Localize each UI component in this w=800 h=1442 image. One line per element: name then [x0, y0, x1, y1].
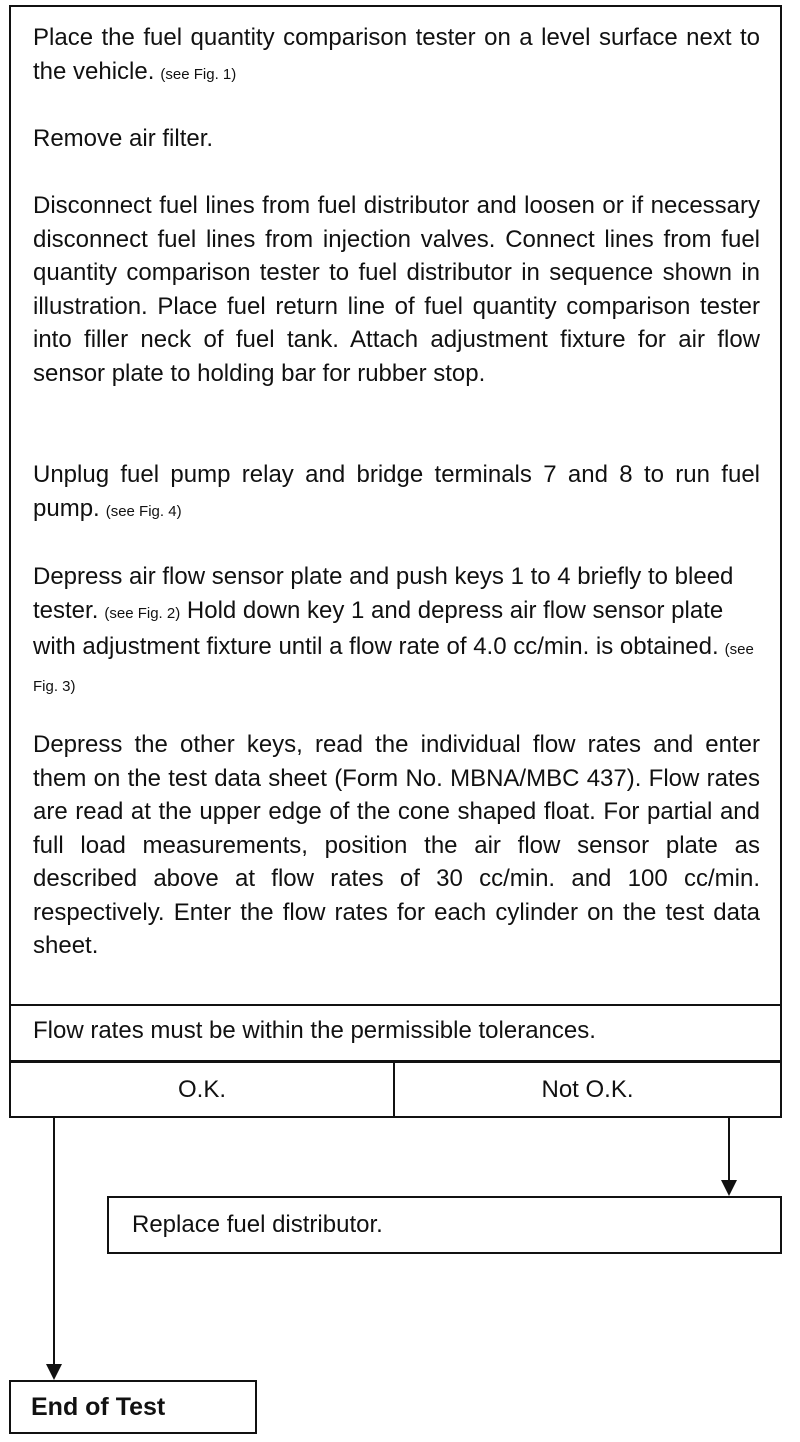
branch-ok: O.K.: [11, 1063, 395, 1116]
arrow-down-icon: [46, 1364, 62, 1380]
branch-not-ok: Not O.K.: [541, 1075, 634, 1103]
step-5-text-b: Hold down key 1 and depress air flow sensor plate with adjustment fixture until a flow rate of 4.0 cc/min. is obtained.: [33, 596, 724, 660]
arrow-down-icon: [721, 1180, 737, 1196]
step-1-figure-ref: (see Fig. 1): [160, 65, 237, 83]
end-of-test-label: End of Test: [31, 1392, 166, 1421]
step-4-figure-ref: (see Fig. 4): [105, 502, 182, 520]
action-box: [107, 1196, 782, 1254]
step-5-figure-ref-b: (see Fig. 3): [33, 641, 754, 695]
step-5-figure-ref-a: (see Fig. 2): [104, 604, 181, 622]
step-1-text: Place the fuel quantity comparison tester on a level surface next to the vehicle.: [33, 24, 760, 85]
step-4-text: Unplug fuel pump relay and bridge terminals 7 and 8 to run fuel pump.: [33, 461, 760, 522]
step-5-text-a: Depress air flow sensor plate and push keys 1 to 4 briefly to bleed tester.: [33, 563, 734, 624]
end-of-test-box: [9, 1380, 257, 1434]
condition-text: Flow rates must be within the permissible tolerances.: [33, 1017, 596, 1044]
step-2-text: Remove air filter.: [33, 125, 214, 152]
step-6-text: Depress the other keys, read the individual flow rates and enter them on the test data sheet (Form No. MBNA/MBC 437). Flow rates are read at the upper edge of the cone shaped float. For partial and full load measurements, position the air flow sensor plate as described above at flow rates of 30 cc/min. and 100 cc/min. respectively. Enter the flow rates for each cylinder on the test data sheet.: [33, 731, 760, 959]
action-text: Replace fuel distributor.: [132, 1211, 383, 1238]
step-3-text: Disconnect fuel lines from fuel distributor and loosen or if necessary disconnect fuel lines from injection valves. Connect lines from fuel quantity comparison tester to fuel distributor in sequence shown in illustration. Place fuel return line of fuel quantity comparison tester into filler neck of fuel tank. Attach adjustment fixture for air flow sensor plate to holding bar for rubber stop.: [33, 192, 760, 387]
